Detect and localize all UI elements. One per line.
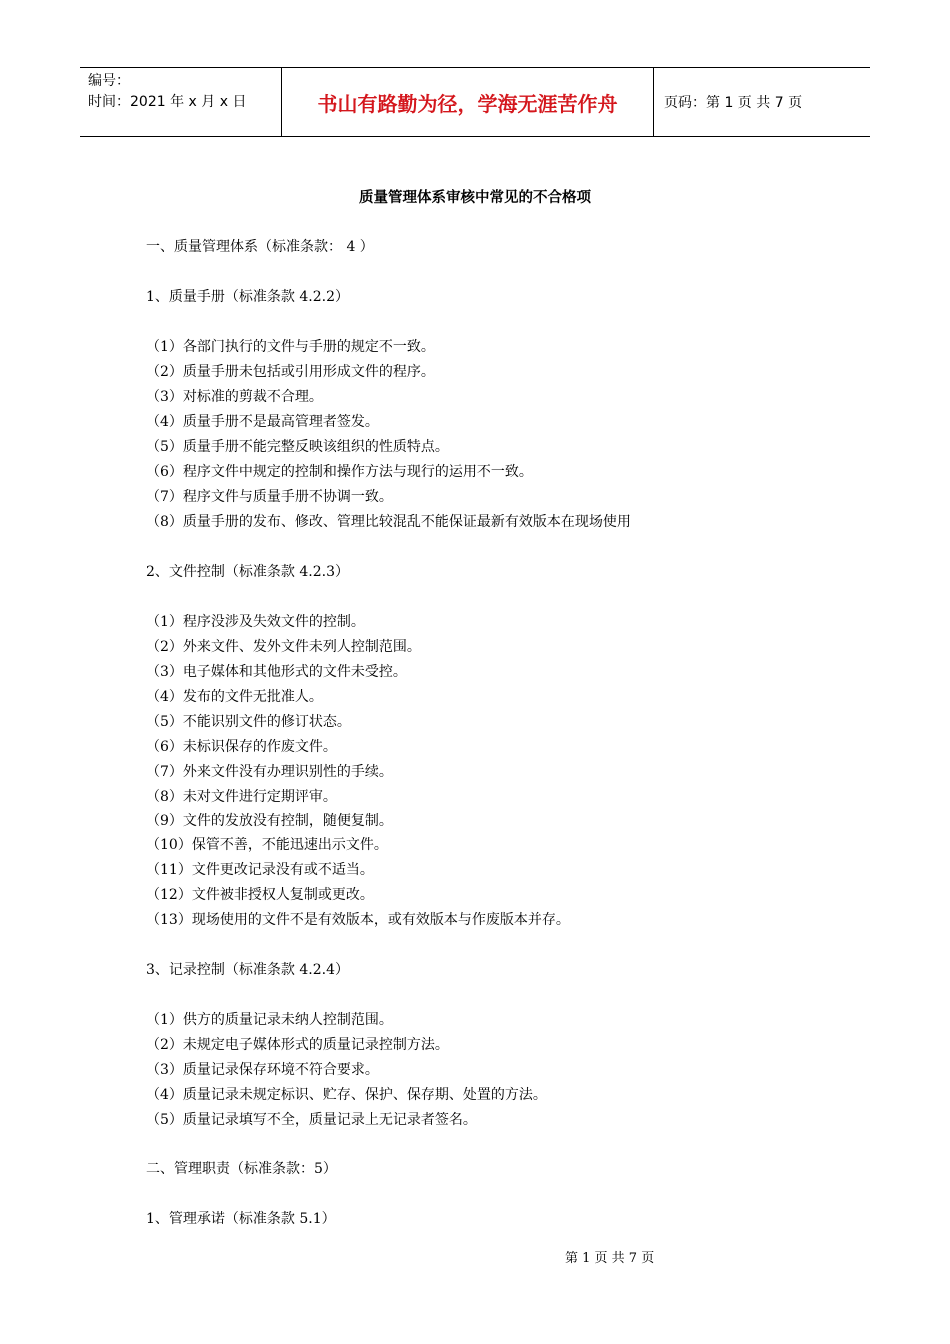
header-page-label: 页码：第 1 页 共 7 页 <box>664 95 803 111</box>
list-item: （5）质量记录填写不全，质量记录上无记录者签名。 <box>146 1112 477 1128</box>
list-item: （9）文件的发放没有控制，随便复制。 <box>146 813 393 829</box>
header-motto: 书山有路勤为径，学海无涯苦作舟 <box>282 68 654 136</box>
list-item: （4）质量手册不是最高管理者签发。 <box>146 414 379 430</box>
list-item: （3）对标准的剪裁不合理。 <box>146 389 323 405</box>
list-item: （2）质量手册未包括或引用形成文件的程序。 <box>146 364 435 380</box>
list-item: （2）未规定电子媒体形式的质量记录控制方法。 <box>146 1037 449 1053</box>
list-item: （10）保管不善，不能迅速出示文件。 <box>146 837 388 853</box>
header-table <box>80 67 870 137</box>
subsection-heading: 3、记录控制（标准条款 4.2.4） <box>146 962 349 978</box>
section-heading: 一、质量管理体系（标准条款： 4 ） <box>146 239 374 255</box>
list-item: （5）不能识别文件的修订状态。 <box>146 714 351 730</box>
subsection-heading: 1、质量手册（标准条款 4.2.2） <box>146 289 349 305</box>
list-item: （3）质量记录保存环境不符合要求。 <box>146 1062 379 1078</box>
list-item: （13）现场使用的文件不是有效版本，或有效版本与作废版本并存。 <box>146 912 570 928</box>
list-item: （4）发布的文件无批准人。 <box>146 689 323 705</box>
list-item: （7）外来文件没有办理识别性的手续。 <box>146 764 393 780</box>
list-item: （8）未对文件进行定期评审。 <box>146 789 337 805</box>
list-item: （2）外来文件、发外文件未列人控制范围。 <box>146 639 421 655</box>
list-item: （6）程序文件中规定的控制和操作方法与现行的运用不一致。 <box>146 464 533 480</box>
document-title: 质量管理体系审核中常见的不合格项 <box>359 189 591 206</box>
header-info-cell <box>80 68 282 136</box>
subsection-heading: 1、管理承诺（标准条款 5.1） <box>146 1211 336 1227</box>
document-time-label: 时间：2021 年 x 月 x 日 <box>88 94 247 110</box>
list-item: （8）质量手册的发布、修改、管理比较混乱不能保证最新有效版本在现场使用 <box>146 514 631 530</box>
list-item: （12）文件被非授权人复制或更改。 <box>146 887 374 903</box>
subsection-heading: 2、文件控制（标准条款 4.2.3） <box>146 564 349 580</box>
list-item: （4）质量记录未规定标识、贮存、保护、保存期、处置的方法。 <box>146 1087 547 1103</box>
section-heading: 二、管理职责（标准条款：5） <box>146 1161 337 1177</box>
list-item: （11）文件更改记录没有或不适当。 <box>146 862 374 878</box>
document-number-label: 编号： <box>88 73 130 89</box>
page-footer: 第 1 页 共 7 页 <box>565 1251 655 1266</box>
list-item: （5）质量手册不能完整反映该组织的性质特点。 <box>146 439 449 455</box>
list-item: （6）未标识保存的作废文件。 <box>146 739 337 755</box>
list-item: （1）各部门执行的文件与手册的规定不一致。 <box>146 339 435 355</box>
list-item: （3）电子媒体和其他形式的文件未受控。 <box>146 664 407 680</box>
list-item: （7）程序文件与质量手册不协调一致。 <box>146 489 393 505</box>
list-item: （1）供方的质量记录未纳人控制范围。 <box>146 1012 393 1028</box>
list-item: （1）程序没涉及失效文件的控制。 <box>146 614 365 630</box>
